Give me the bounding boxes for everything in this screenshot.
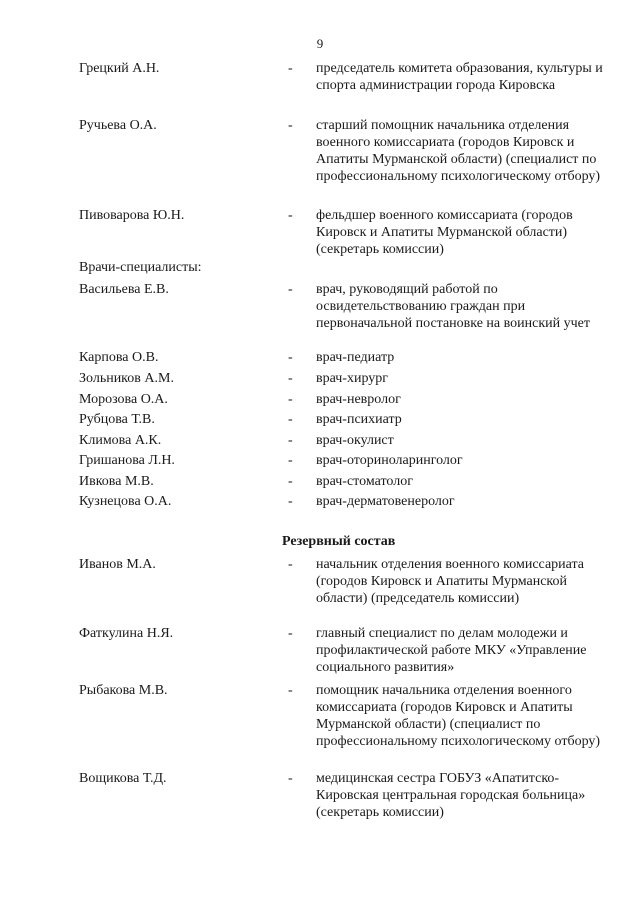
doctor-name: Морозова О.А.	[79, 392, 168, 407]
dash-separator: -	[288, 282, 293, 297]
doctor-role: врач, руководящий работой по освидетельствованию граждан при первоначальной постановке на воинский учет	[316, 282, 591, 331]
doctor-role: врач-невролог	[316, 392, 401, 407]
reserve-name: Вощикова Т.Д.	[79, 771, 167, 786]
dash-separator: -	[288, 557, 293, 572]
reserve-role: начальник отделения военного комиссариата (городов Кировск и Апатиты Мурманской области) (председатель комиссии)	[316, 557, 585, 606]
reserve-role: медицинская сестра ГОБУЗ «Апатитско-Кировская центральная городская больница» (секретарь комиссии)	[316, 771, 586, 820]
doctor-role: врач-психиатр	[316, 412, 402, 427]
dash-separator: -	[288, 61, 293, 76]
page-number: 9	[316, 36, 324, 51]
reserve-role: помощник начальника отделения военного комиссариата (городов Кировск и Апатиты Мурманской области) (специалист по профессиональному психологическому отбору)	[316, 683, 601, 749]
dash-separator: -	[288, 474, 293, 489]
dash-separator: -	[288, 626, 293, 641]
doctors-label: Врачи-специалисты:	[79, 260, 202, 275]
doctor-name: Ивкова М.В.	[79, 474, 154, 489]
dash-separator: -	[288, 350, 293, 365]
dash-separator: -	[288, 433, 293, 448]
dash-separator: -	[288, 392, 293, 407]
doctor-name: Карпова О.В.	[79, 350, 159, 365]
member-name: Грецкий А.Н.	[79, 61, 160, 76]
dash-separator: -	[288, 771, 293, 786]
doctor-name: Кузнецова О.А.	[79, 494, 172, 509]
reserve-name: Фаткулина Н.Я.	[79, 626, 174, 641]
member-role: председатель комитета образования, культуры и спорта администрации города Кировска	[316, 61, 603, 93]
doctor-name: Климова А.К.	[79, 433, 162, 448]
member-role: фельдшер военного комиссариата (городов Кировск и Апатиты Мурманской области) (секретарь комиссии)	[316, 208, 573, 257]
member-name: Пивоварова Ю.Н.	[79, 208, 185, 223]
dash-separator: -	[288, 118, 293, 133]
reserve-heading: Резервный состав	[282, 534, 396, 549]
doctor-role: врач-дерматовенеролог	[316, 494, 455, 509]
doctor-name: Рубцова Т.В.	[79, 412, 155, 427]
dash-separator: -	[288, 453, 293, 468]
reserve-name: Иванов М.А.	[79, 557, 156, 572]
dash-separator: -	[288, 683, 293, 698]
dash-separator: -	[288, 494, 293, 509]
reserve-name: Рыбакова М.В.	[79, 683, 168, 698]
reserve-role: главный специалист по делам молодежи и профилактической работе МКУ «Управление социального развития»	[316, 626, 587, 675]
doctor-role: врач-оториноларинголог	[316, 453, 463, 468]
doctor-role: врач-стоматолог	[316, 474, 413, 489]
doctor-role: врач-педиатр	[316, 350, 395, 365]
doctor-role: врач-хирург	[316, 371, 389, 386]
doctor-role: врач-окулист	[316, 433, 394, 448]
doctor-name: Васильева Е.В.	[79, 282, 169, 297]
doctor-name: Гришанова Л.Н.	[79, 453, 175, 468]
dash-separator: -	[288, 371, 293, 386]
member-role: старший помощник начальника отделения военного комиссариата (городов Кировск и Апатиты Мурманской области) (специалист по профессиональному психологическому отбору)	[316, 118, 601, 184]
dash-separator: -	[288, 208, 293, 223]
dash-separator: -	[288, 412, 293, 427]
member-name: Ручьева О.А.	[79, 118, 157, 133]
doctor-name: Зольников А.М.	[79, 371, 174, 386]
